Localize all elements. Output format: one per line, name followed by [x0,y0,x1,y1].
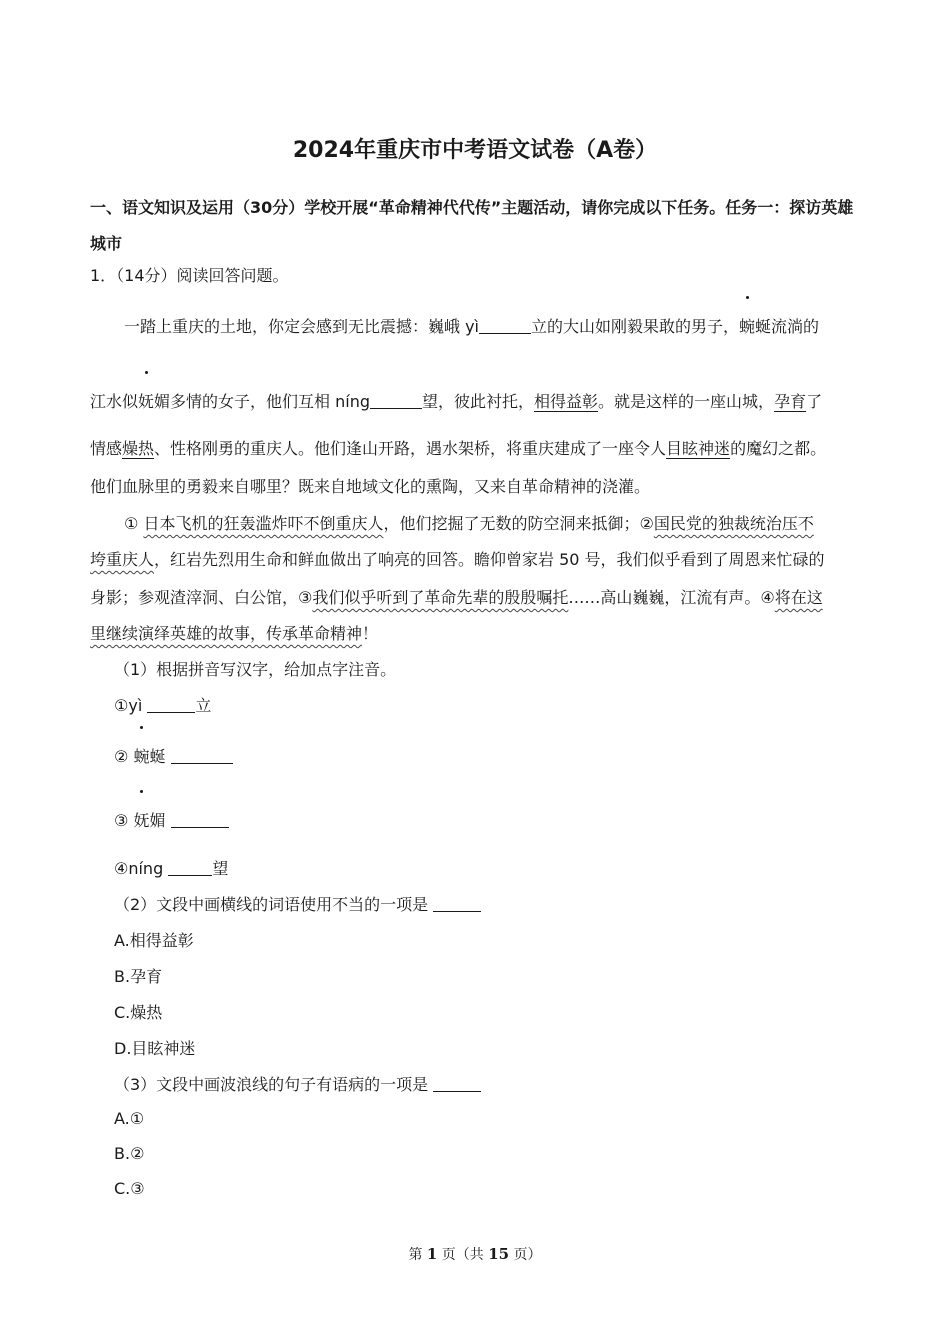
wavy-sentence: 将在这 [774,588,823,607]
passage-line: 身影；参观渣滓洞、白公馆，③我们似乎听到了革命先辈的殷殷嘱托……高山巍巍，江流有声。④将在这 [90,588,823,607]
passage-line: 他们血脉里的勇毅来自哪里？既来自地域文化的熏陶，又来自革命精神的浇灌。 [90,477,651,496]
underlined-word: 目眩神迷 [666,439,731,458]
page-footer: 第 1 页（共 15 页） [408,1245,542,1263]
wavy-sentence: 国民党的独裁统治压不 [653,514,814,533]
page-total: 15 [488,1245,510,1263]
option-d[interactable]: D.目眩神迷 [114,1039,196,1058]
underlined-word: 相得益彰 [534,392,599,411]
answer-blank[interactable] [433,895,481,912]
emphasis-dot-char: 妩 [138,390,154,414]
answer-blank[interactable] [168,859,212,876]
answer-blank[interactable] [479,317,531,334]
wavy-sentence: 里继续演绎英雄的故事，传承革命精神 [90,624,363,643]
section-heading: 一、语文知识及运用（30分）学校开展“革命精神代代传”主题活动，请你完成以下任务。任务一：探访英雄城市 [90,198,854,253]
option-b[interactable]: B.② [114,1144,145,1163]
emphasis-dot-char: 蜿 [739,315,755,339]
underlined-word: 孕育 [774,392,807,411]
page-number: 1 [426,1245,438,1263]
emphasis-dot-char: 妩 [133,809,149,833]
answer-blank[interactable] [147,696,195,713]
wavy-sentence: 我们似乎听到了革命先辈的殷殷嘱托 [312,588,569,607]
question-header: 1．（14分）阅读回答问题。 [90,266,289,285]
answer-row: ② 蜿蜒 [114,745,233,769]
option-c[interactable]: C.③ [114,1179,145,1198]
option-a[interactable]: A.相得益彰 [114,931,194,950]
passage-line: 里继续演绎英雄的故事，传承革命精神！ [90,624,379,643]
wavy-sentence: 垮重庆人 [90,550,155,569]
wavy-sentence: 日本飞机的狂轰滥炸吓不倒重庆人 [143,514,384,533]
sub-question-1-prompt: （1）根据拼音写汉字，给加点字注音。 [114,660,397,679]
answer-blank[interactable] [433,1075,481,1092]
answer-blank[interactable] [171,811,229,828]
passage-line: 一踏上重庆的土地，你定会感到无比震撼：巍峨 yì 立的大山如刚毅果敢的男子，蜿蜒流淌的 [124,315,819,339]
answer-row: ①yì 立 [114,696,212,715]
answer-row: ④níng 望 [114,859,229,878]
passage-line: ① 日本飞机的狂轰滥炸吓不倒重庆人，他们挖掘了无数的防空洞来抵御；②国民党的独裁统治压不 [124,514,814,533]
passage-line: 情感燥热、性格刚勇的重庆人。他们逢山开路，遇水架桥，将重庆建成了一座令人目眩神迷的魔幻之都。 [90,439,827,458]
sub-question-3-prompt: （3）文段中画波浪线的句子有语病的一项是 [114,1073,481,1097]
answer-row: ③ 妩媚 [114,809,229,833]
emphasis-dot-char: 蜿 [133,745,149,769]
answer-blank[interactable] [370,392,422,409]
option-b[interactable]: B.孕育 [114,967,163,986]
page-title: 2024年重庆市中考语文试卷（A卷） [292,138,658,163]
underlined-word: 燥热 [122,439,155,458]
sub-question-2-prompt: （2）文段中画横线的词语使用不当的一项是 [114,893,481,917]
option-c[interactable]: C.燥热 [114,1003,163,1022]
answer-blank[interactable] [171,747,233,764]
passage-line: 垮重庆人，红岩先烈用生命和鲜血做出了响亮的回答。瞻仰曾家岩 50 号，我们似乎看到了周恩来忙碌的 [90,550,825,569]
option-a[interactable]: A.① [114,1109,145,1128]
passage-line: 江水似妩媚多情的女子，他们互相 níng 望，彼此衬托，相得益彰。就是这样的一座山城，孕育了 [90,390,822,414]
